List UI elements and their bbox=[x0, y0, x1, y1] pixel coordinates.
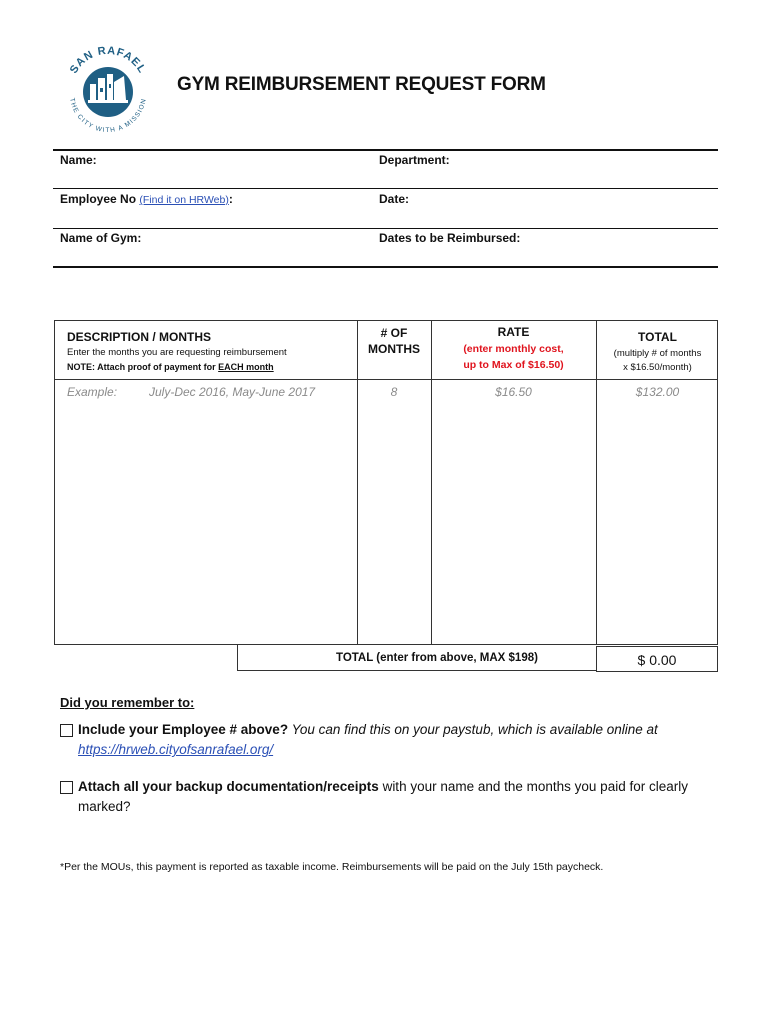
rate-header bbox=[431, 325, 596, 373]
note-prefix: NOTE: Attach proof of payment for bbox=[67, 362, 219, 372]
example-months: July-Dec 2016, May-June 2017 bbox=[149, 385, 316, 399]
column-divider bbox=[357, 321, 358, 644]
reminder-backup-docs bbox=[78, 777, 708, 817]
grand-total-field[interactable]: $ 0.00 bbox=[596, 646, 718, 672]
reimbursement-table bbox=[54, 320, 718, 645]
hrweb-url-link[interactable]: https://hrweb.cityofsanrafael.org/ bbox=[78, 742, 274, 757]
reminder-employee-number bbox=[78, 720, 708, 760]
field-divider bbox=[53, 228, 718, 229]
employee-number-checkbox[interactable] bbox=[60, 724, 73, 737]
bottom-divider bbox=[53, 266, 718, 268]
example-rate: $16.50 bbox=[495, 385, 532, 399]
rate-instruction-2: up to Max of $16.50) bbox=[463, 359, 564, 371]
example-label: Example: bbox=[67, 385, 118, 399]
months-header-line2: MONTHS bbox=[368, 342, 420, 356]
description-header bbox=[67, 330, 352, 374]
months-header-line1: # OF bbox=[380, 326, 408, 340]
total-header bbox=[596, 330, 719, 375]
reminder-1-bold: Include your Employee # above? bbox=[78, 722, 289, 737]
employee-no-text: Employee No bbox=[60, 192, 137, 206]
description-title: DESCRIPTION / MONTHS bbox=[67, 330, 212, 344]
description-instruction: Enter the months you are requesting reimbursement bbox=[67, 347, 287, 358]
svg-text:SAN RAFAEL: SAN RAFAEL bbox=[67, 44, 149, 76]
example-total: $132.00 bbox=[635, 385, 680, 399]
department-label: Department: bbox=[379, 153, 450, 167]
total-instruction-1: (multiply # of months bbox=[613, 348, 702, 359]
total-title: TOTAL bbox=[638, 330, 677, 344]
employee-no-label bbox=[60, 192, 233, 206]
dates-reimbursed-label: Dates to be Reimbursed: bbox=[379, 231, 521, 245]
rate-instruction-1: (enter monthly cost, bbox=[463, 343, 564, 355]
total-row-border bbox=[237, 645, 238, 671]
city-mission-logo-icon bbox=[62, 44, 154, 136]
date-label: Date: bbox=[379, 192, 410, 206]
total-instruction-2: x $16.50/month) bbox=[623, 362, 692, 373]
field-divider bbox=[53, 188, 718, 189]
description-note bbox=[67, 360, 352, 374]
colon: : bbox=[228, 192, 233, 206]
svg-text:THE CITY WITH A MISSION: THE CITY WITH A MISSION bbox=[68, 97, 148, 134]
top-divider bbox=[53, 149, 718, 151]
page-title: GYM REIMBURSEMENT REQUEST FORM bbox=[177, 74, 546, 95]
reminder-2-text: with your name and the months you paid for clearly marked? bbox=[78, 779, 688, 814]
footnote: *Per the MOUs, this payment is reported as taxable income. Reimbursements will be paid on the July 15th paycheck. bbox=[60, 861, 604, 873]
backup-docs-checkbox[interactable] bbox=[60, 781, 73, 794]
name-label: Name: bbox=[60, 153, 97, 167]
city-logo bbox=[62, 44, 154, 136]
reminder-2-bold: Attach all your backup documentation/receipts bbox=[78, 779, 379, 794]
reminder-1-italic: You can find this on your paystub, which is available online at bbox=[288, 722, 658, 737]
hrweb-link[interactable]: (Find it on HRWeb) bbox=[139, 194, 229, 206]
example-count: 8 bbox=[390, 385, 398, 399]
reminders-title: Did you remember to: bbox=[60, 695, 195, 710]
header-divider bbox=[55, 379, 717, 380]
total-row-border bbox=[237, 670, 596, 671]
note-each: EACH month bbox=[218, 362, 274, 372]
months-header bbox=[357, 325, 431, 357]
gym-name-label: Name of Gym: bbox=[60, 231, 142, 245]
grand-total-label: TOTAL (enter from above, MAX $198) bbox=[336, 652, 538, 664]
rate-title: RATE bbox=[497, 325, 530, 339]
